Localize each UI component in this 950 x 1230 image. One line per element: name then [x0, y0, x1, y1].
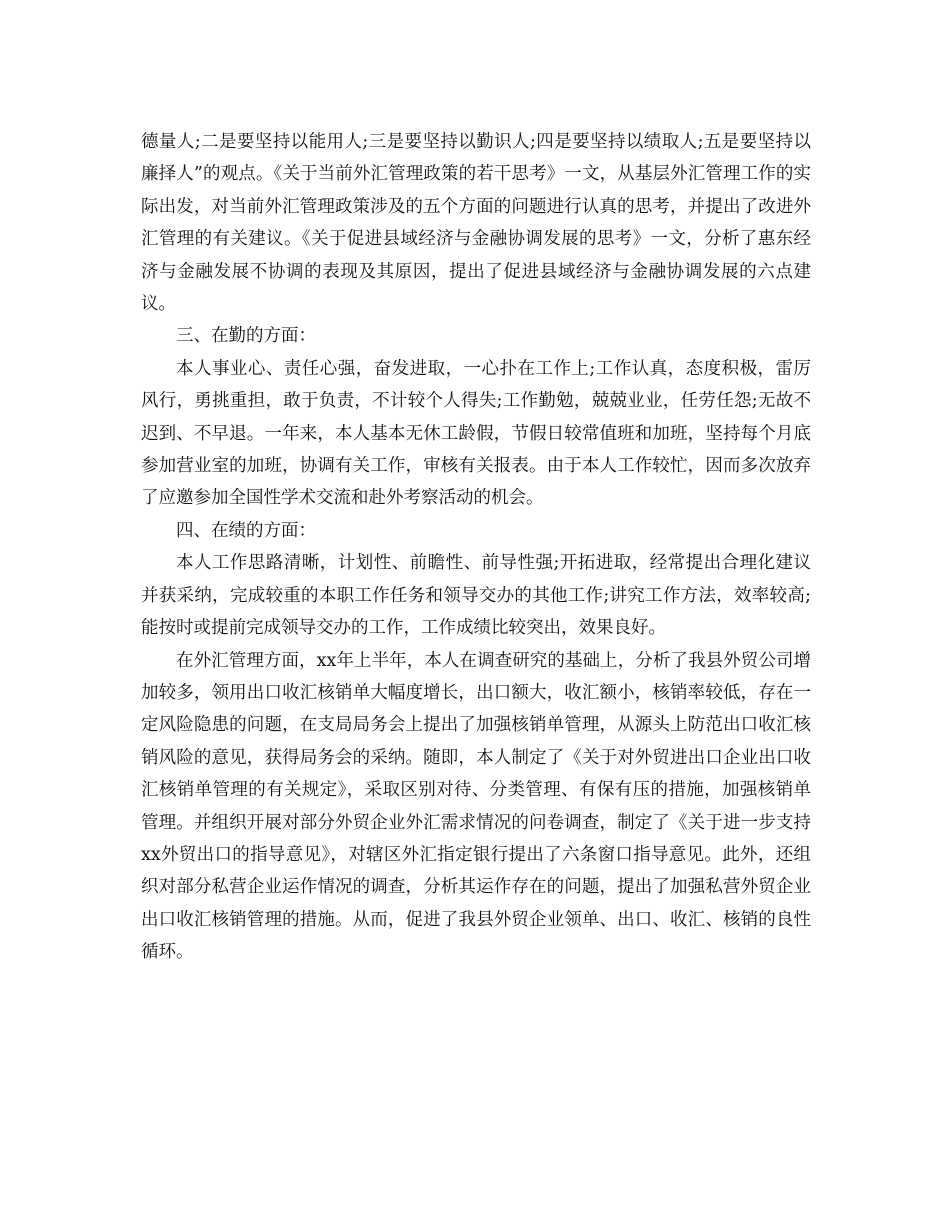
paragraph-performance: 本人工作思路清晰，计划性、前瞻性、前导性强;开拓进取，经常提出合理化建议并获采纳，完成较重的本职工作任务和领导交办的其他工作;讲究工作方法，效率较高;能按时或提前完成领导交办的工作，工作成绩比较突出，效果良好。: [141, 553, 811, 639]
paragraph-forex-management: 在外汇管理方面，xx年上半年，本人在调查研究的基础上，分析了我县外贸公司增加较多，领用出口收汇核销单大幅度增长，出口额大，收汇额小，核销率较低，存在一定风险隐患的问题，在支局局务会上提出了加强核销单管理，从源头上防范出口收汇核销风险的意见，获得局务会的采纳。随即，本人制定了《关于对外贸进出口企业出口收汇核销单管理的有关规定》，采取区别对待、分类管理、有保有压的措施，加强核销单管理。并组织开展对部分外贸企业外汇需求情况的问卷调查，制定了《关于进一步支持xx外贸出口的指导意见》，对辖区外汇指定银行提出了六条窗口指导意见。此外，还组织对部分私营企业运作情况的调查，分析其运作存在的问题，提出了加强私营外贸企业出口收汇核销管理的措施。从而，促进了我县外贸企业领单、出口、收汇、核销的良性循环。: [141, 650, 811, 963]
paragraph-continued: 德量人;二是要坚持以能用人;三是要坚持以勤识人;四是要坚持以绩取人;五是要坚持以廉择人”的观点。《关于当前外汇管理政策的若干思考》一文，从基层外汇管理工作的实际出发，对当前外汇管理政策涉及的五个方面的问题进行认真的思考，并提出了改进外汇管理的有关建议。《关于促进县域经济与金融协调发展的思考》一文，分析了惠东经济与金融发展不协调的表现及其原因，提出了促进县域经济与金融协调发展的六点建议。: [141, 132, 811, 315]
section-heading-diligence: 三、在勤的方面：: [176, 326, 316, 347]
document-body: [141, 126, 811, 969]
paragraph-diligence: 本人事业心、责任心强，奋发进取，一心扑在工作上;工作认真，态度积极，雷厉风行，勇挑重担，敢于负责，不计较个人得失;工作勤勉，兢兢业业，任劳任怨;无故不迟到、不早退。一年来，本人基本无休工龄假，节假日较常值班和加班，坚持每个月底参加营业室的加班，协调有关工作，审核有关报表。由于本人工作较忙，因而多次放弃了应邀参加全国性学术交流和赴外考察活动的机会。: [141, 358, 811, 509]
section-heading-performance: 四、在绩的方面：: [176, 520, 316, 541]
